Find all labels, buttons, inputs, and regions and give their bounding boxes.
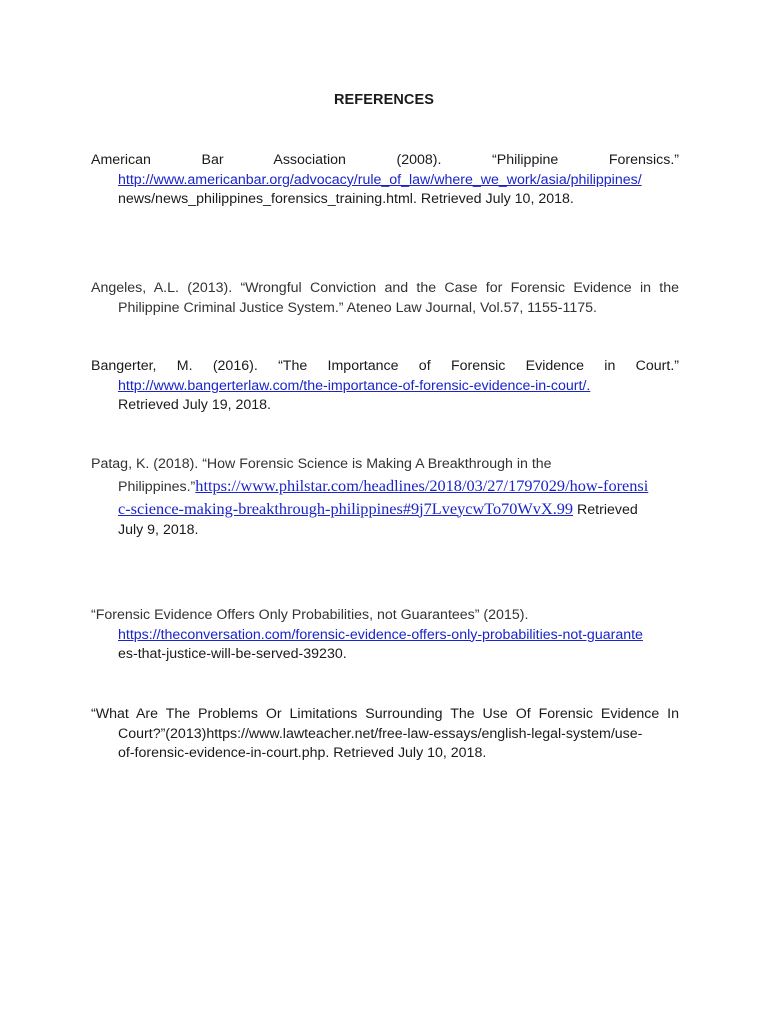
reference-text: Patag, K. (2018). “How Forensic Science is Making A Breakthrough in the: [91, 456, 552, 472]
reference-text: “What Are The Problems Or Limitations Surrounding The Use Of Forensic Evidence In: [91, 706, 679, 722]
reference-entry: [91, 705, 679, 764]
reference-text: Court?”(2013)https://www.lawteacher.net/free-law-essays/english-legal-system/use-: [118, 725, 643, 742]
reference-entry: [91, 357, 679, 416]
reference-text: [91, 171, 679, 191]
reference-text: Philippine Criminal Justice System.” Ateneo Law Journal, Vol.57, 1155-1175.: [118, 299, 597, 316]
reference-link[interactable]: c-science-making-breakthrough-philippines#9j7LveycwTo70WvX.99: [118, 498, 574, 518]
reference-link[interactable]: http://www.bangerterlaw.com/the-importance-of-forensic-evidence-in-court/.: [118, 377, 591, 394]
reference-text: news/news_philippines_forensics_training.html. Retrieved July 10, 2018.: [118, 191, 574, 208]
reference-entry: [91, 606, 679, 665]
reference-link[interactable]: http://www.americanbar.org/advocacy/rule_of_law/where_we_work/asia/philippines/: [118, 171, 642, 188]
page-title: REFERENCES: [333, 92, 435, 108]
reference-text: Retrieved July 19, 2018.: [118, 397, 272, 414]
reference-text: “Forensic Evidence Offers Only Probabilities, not Guarantees” (2015).: [91, 607, 529, 623]
reference-link[interactable]: https://theconversation.com/forensic-evidence-offers-only-probabilities-not-guarante: [118, 626, 643, 643]
reference-entry: [91, 455, 679, 540]
reference-text: [91, 626, 679, 646]
reference-link[interactable]: https://www.philstar.com/headlines/2018/03/27/1797029/how-forensi: [195, 475, 649, 495]
reference-text: [91, 475, 679, 498]
reference-text: es-that-justice-will-be-served-39230.: [118, 646, 347, 663]
reference-text: [91, 377, 679, 397]
reference-text: of-forensic-evidence-in-court.php. Retrieved July 10, 2018.: [118, 745, 487, 762]
reference-entry: [91, 151, 679, 210]
reference-text: Retrieved: [577, 501, 638, 518]
reference-text: July 9, 2018.: [118, 521, 199, 538]
reference-text: [91, 498, 679, 521]
reference-text: Philippines.”: [118, 478, 196, 495]
reference-entry: [91, 279, 679, 318]
reference-text: American Bar Association (2008). “Philippine Forensics.”: [91, 152, 679, 168]
reference-text: Angeles, A.L. (2013). “Wrongful Conviction and the Case for Forensic Evidence in the: [91, 280, 679, 296]
reference-text: Bangerter, M. (2016). “The Importance of Forensic Evidence in Court.”: [91, 358, 679, 374]
